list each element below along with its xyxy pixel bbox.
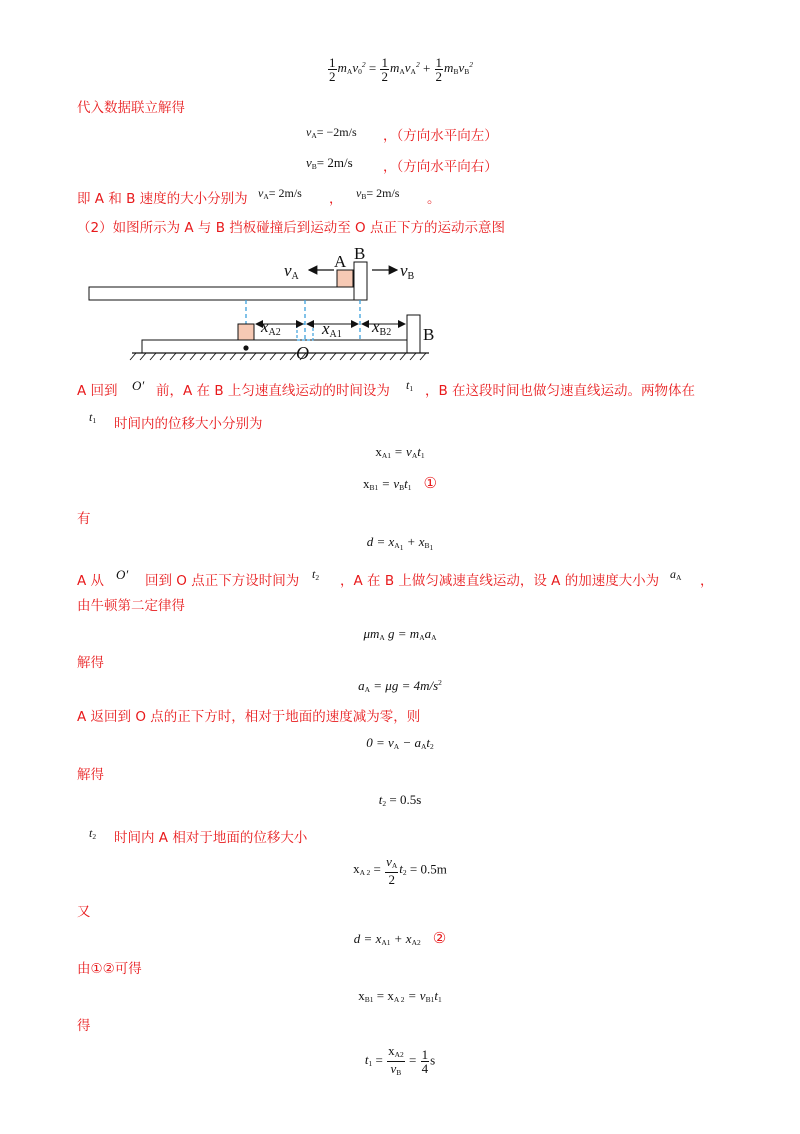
label-xA2: xA2 [261, 317, 281, 338]
eq-energy-conservation: $\frac{1}{2}$ $m_Av_0^2$ = $\frac{1}{2}$ $m_Av_A^2$ + $\frac{1}{2}$ $m_Bv_B^2$ [329, 55, 473, 84]
text-a-back-1: A 回到 [77, 383, 118, 399]
eq-d-2: $d = x_{A1} + x_{A2}$ ② [353, 929, 447, 947]
text-a-back-2: 前，A 在 B 上匀速直线运动的时间设为 [156, 383, 390, 399]
text-afrom-2: 回到 O 点正下方设时间为 [145, 573, 300, 589]
eq-d-1: $d = x_{A_1} + x_{B_1}$ [366, 534, 434, 552]
label-vB: vB [400, 261, 415, 282]
label-vA: vA [284, 261, 299, 282]
upper-block-A [337, 270, 353, 287]
label-A: A [334, 252, 347, 271]
text-speeds-magnitude: 即 A 和 B 速度的大小分别为 [77, 191, 248, 207]
symbol-t1: $t_1$ [406, 378, 414, 393]
text-direction-left: ，（方向水平向左） [383, 128, 498, 144]
eq-vB-magnitude: $v_B= 2m/s$ [356, 186, 400, 201]
lower-block-A [238, 324, 254, 340]
eq-t1-result: $t_1$ = $\frac{x_{A2}}{v_B}$ = $\frac{1}{4}$ s [364, 1043, 436, 1077]
text-from-12: 由①②可得 [77, 961, 142, 977]
point-O-prime [243, 345, 248, 350]
eq-xA1: $x_{A1} = v_At_1$ [375, 444, 425, 460]
eq-newton: $\mu m_A$ $g = m_Aa_A$ [363, 626, 437, 642]
text-period: 。 [427, 191, 441, 207]
symbol-t1-b: $t_1$ [89, 410, 97, 425]
text-afrom-3: ，A 在 B 上做匀减速直线运动，设 A 的加速度大小为 [340, 573, 660, 589]
eq-vA-result: $v_A= -2m/s$ [306, 125, 357, 140]
symbol-O-prime: O′ [132, 378, 145, 393]
symbol-t2: $t_2$ [312, 567, 320, 582]
text-time-within: 时间内的位移大小分别为 [114, 416, 263, 432]
label-xB2: xB2 [372, 317, 392, 338]
text-t2-displacement: 时间内 A 相对于地面的位移大小 [114, 830, 308, 846]
motion-diagram [84, 240, 444, 365]
eq-aA: $a_A = \mu g = 4m/s^2$ [358, 678, 442, 694]
text-part2-intro: （2）如图所示为 A 与 B 挡板碰撞后到运动至 O 点正下方的运动示意图 [77, 220, 505, 236]
text-comma: ， [329, 191, 343, 207]
text-afrom-4: ， [700, 573, 714, 589]
lower-baffle [407, 315, 420, 353]
eq-t2: $t_2 = 0.5s$ [378, 792, 422, 808]
eq-vB-result: $v_B= 2m/s$ [306, 155, 353, 171]
symbol-aA: $a_A$ [670, 567, 682, 582]
circle-2: ② [432, 929, 447, 947]
text-substitute-solve: 代入数据联立解得 [77, 100, 185, 116]
label-B-top: B [354, 244, 366, 263]
symbol-t2-b: $t_2$ [89, 826, 97, 841]
lower-board [142, 340, 420, 353]
eq-xA2: $x_{A 2}$ = $\frac{v_A}{2}$ $t_2 = 0.5m$ [353, 854, 447, 887]
label-B-right: B [423, 325, 435, 344]
text-jiede-1: 解得 [77, 655, 104, 671]
eq-xB1-xA2: $x_{B1} = x_{A 2} = v_{B1}t_1$ [358, 988, 442, 1004]
text-jiede-2: 解得 [77, 767, 104, 783]
text-direction-right: ，（方向水平向右） [383, 159, 498, 175]
text-return-O: A 返回到 O 点的正下方时，相对于地面的速度减为零，则 [77, 709, 421, 725]
eq-zero-velocity: $0 = v_A - a_At_2$ [366, 735, 434, 751]
upper-baffle [354, 262, 367, 300]
eq-vA-magnitude: $v_A= 2m/s$ [258, 186, 302, 201]
text-you-2: 又 [77, 904, 91, 920]
label-xA1: xA1 [322, 319, 342, 340]
symbol-O-prime-b: O′ [116, 567, 129, 582]
text-you: 有 [77, 511, 91, 527]
ground-hatching [130, 353, 426, 360]
text-de: 得 [77, 1018, 91, 1034]
text-a-back-3: ，B 在这段时间也做匀速直线运动。两物体在 [425, 383, 696, 399]
eq-xB1: $x_{B1} = v_Bt_1$ ① [363, 474, 437, 492]
circle-1: ① [423, 474, 437, 492]
upper-board [89, 287, 367, 300]
text-afrom-1: A 从 [77, 573, 105, 589]
label-O: O [296, 343, 309, 363]
text-newton: 由牛顿第二定律得 [77, 598, 185, 614]
